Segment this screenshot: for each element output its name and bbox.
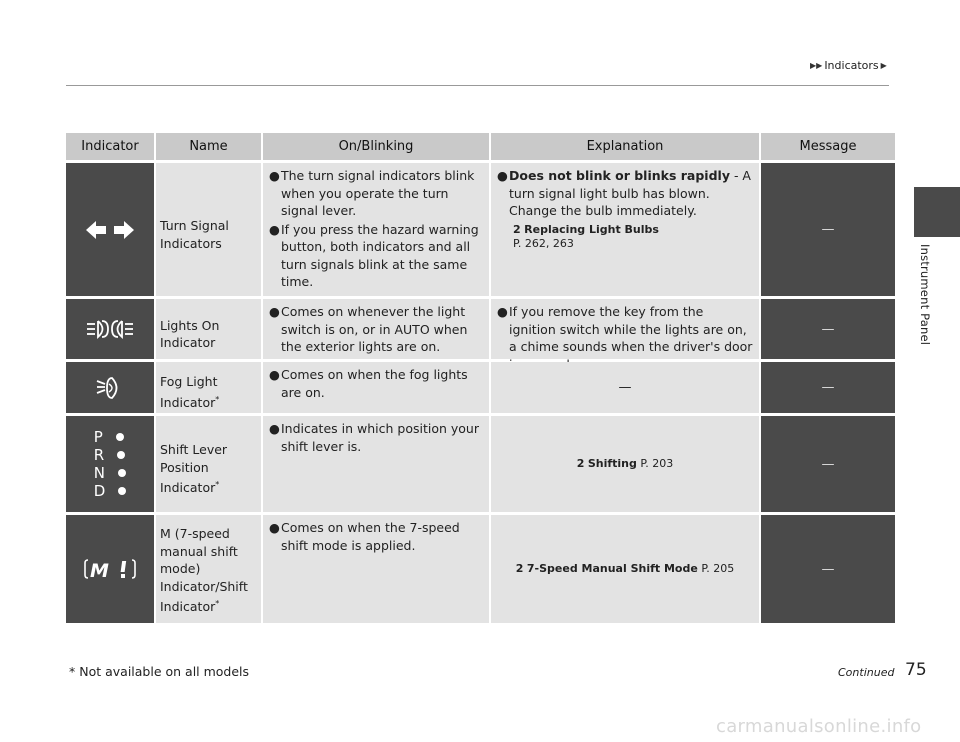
list-item: ● Does not blink or blinks rapidly - A turn signal light bulb has blown. Change the bulb immediately. [497, 168, 751, 218]
watermark: carmanualsonline.info [716, 716, 922, 737]
on-blinking-cell [263, 416, 489, 512]
message-cell: — [761, 362, 895, 413]
manual-shift-mode-icon [66, 515, 154, 623]
list-item: ● Comes on when the 7-speed shift mode is applied. [269, 520, 460, 553]
header-indicator: Indicator [66, 133, 154, 160]
page-reference[interactable]: 2 Replacing Light Bulbs P. 262, 263 [513, 222, 659, 250]
reference-icon: 2 [513, 222, 521, 236]
list-item: ● Comes on whenever the light switch is on, or in AUTO when the exterior lights are on. [269, 304, 468, 354]
name-cell: Lights On Indicator [156, 299, 261, 359]
breadcrumb-section: Indicators [824, 59, 879, 72]
list-item: ● Indicates in which position your shift lever is. [269, 421, 479, 454]
message-cell: — [761, 163, 895, 296]
page-number: 75 [905, 660, 927, 680]
explanation-cell [491, 163, 759, 296]
footnote: * Not available on all models [69, 664, 250, 679]
breadcrumb-arrow-icon: ▶▶ [810, 61, 823, 70]
explanation-cell [491, 416, 759, 512]
list-item: ● Comes on when the fog lights are on. [269, 367, 468, 400]
on-blinking-cell [263, 362, 489, 413]
message-cell: — [761, 515, 895, 623]
turn-signal-arrows-icon [66, 163, 154, 296]
lights-on-icon [66, 299, 154, 359]
shift-position-icon: P R N D [66, 416, 154, 512]
breadcrumb-arrow-icon: ▶ [880, 61, 887, 70]
indicator-table [66, 133, 895, 623]
on-blinking-cell [263, 299, 489, 359]
list-item: ● If you press the hazard warning button, both indicators and all turn signals blink at the same time. [269, 221, 479, 289]
on-blinking-cell [263, 515, 489, 623]
header-message: Message [761, 133, 895, 160]
name-cell: Turn Signal Indicators [156, 163, 261, 296]
name-cell: Fog Light Indicator* [156, 362, 261, 413]
message-cell: — [761, 416, 895, 512]
svg-text:M: M [90, 560, 109, 582]
breadcrumb [810, 59, 887, 72]
list-item: ● The turn signal indicators blink when you operate the turn signal lever. [269, 168, 475, 218]
header-rule [66, 85, 889, 86]
section-tab-label: Instrument Panel [918, 244, 932, 346]
header-on-blinking: On/Blinking [263, 133, 489, 160]
explanation-cell [491, 299, 759, 359]
page-reference[interactable]: 2 Shifting P. 203 [491, 416, 759, 512]
section-tab [914, 187, 960, 237]
fog-light-icon [66, 362, 154, 413]
message-cell: — [761, 299, 895, 359]
on-blinking-cell [263, 163, 489, 296]
explanation-cell [491, 515, 759, 623]
reference-icon: 2 [515, 562, 524, 576]
list-item: ● If you remove the key from the ignition switch while the lights are on, a chime sounds when the driver's door [497, 304, 753, 354]
header-name: Name [156, 133, 261, 160]
name-cell: Shift Lever Position Indicator* [156, 416, 261, 512]
header-explanation: Explanation [491, 133, 759, 160]
reference-icon: 2 [576, 457, 585, 471]
page-reference[interactable]: 2 7-Speed Manual Shift Mode P. 205 [491, 515, 759, 623]
name-cell: M (7-speed manual shift mode) Indicator/Shift Indicator* [156, 515, 261, 623]
explanation-cell: — [491, 362, 759, 413]
continued-label: Continued [838, 666, 895, 679]
